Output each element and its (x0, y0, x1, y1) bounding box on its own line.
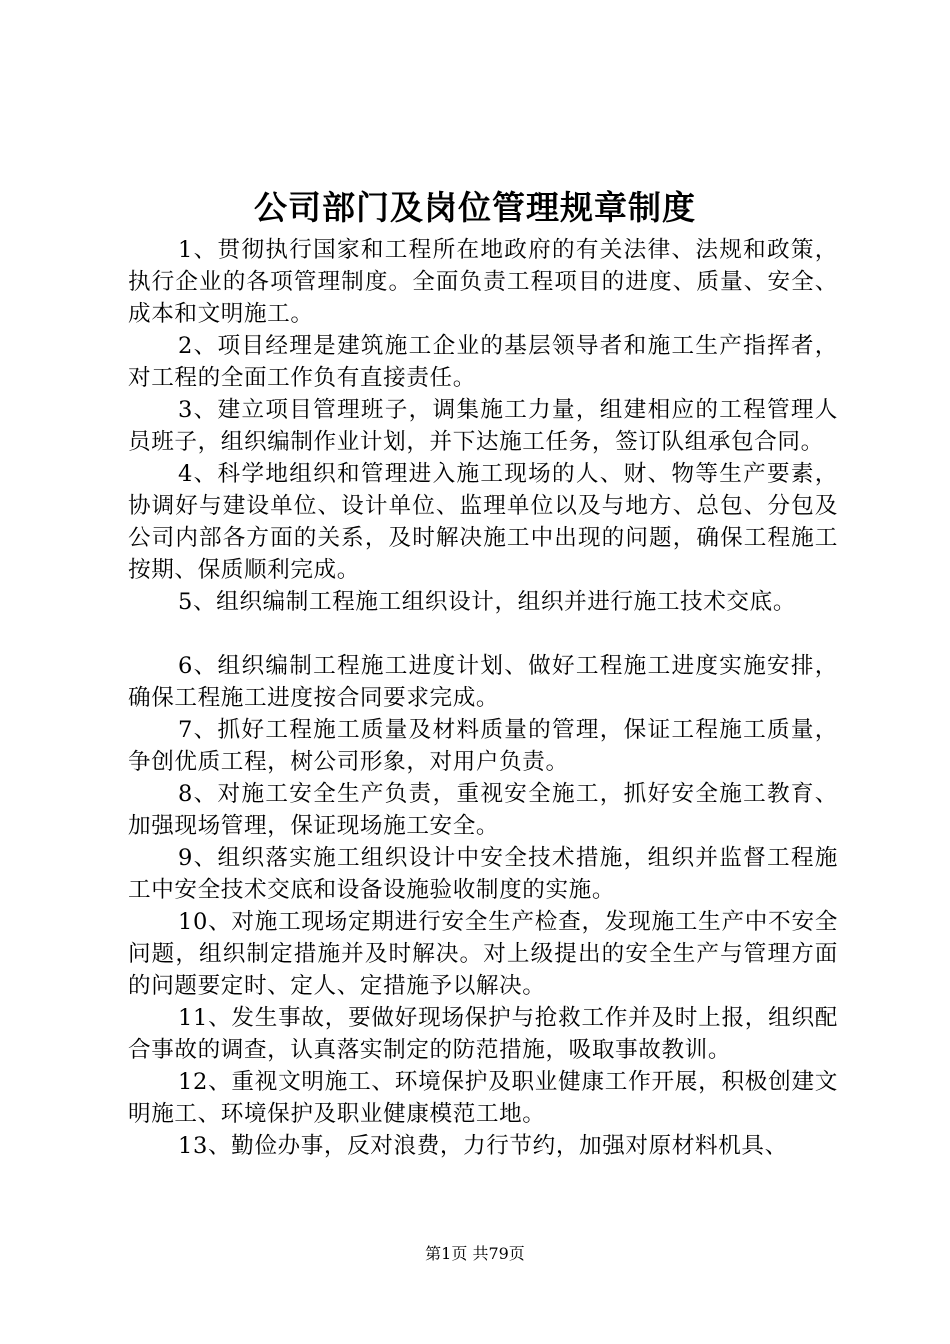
paragraph-7: 7、抓好工程施工质量及材料质量的管理，保证工程施工质量，争创优质工程，树公司形象，对用户负责。 (128, 717, 838, 775)
paragraph-2: 2、项目经理是建筑施工企业的基层领导者和施工生产指挥者，对工程的全面工作负有直接责任。 (128, 333, 838, 391)
document-body (128, 234, 838, 1162)
document-title: 公司部门及岗位管理规章制度 (254, 188, 696, 227)
paragraph-9: 9、组织落实施工组织设计中安全技术措施，组织并监督工程施工中安全技术交底和设备设施验收制度的实施。 (128, 845, 838, 903)
paragraph-1: 1、贯彻执行国家和工程所在地政府的有关法律、法规和政策，执行企业的各项管理制度。全面负责工程项目的进度、质量、安全、成本和文明施工。 (128, 237, 838, 327)
paragraph-4: 4、科学地组织和管理进入施工现场的人、财、物等生产要素，协调好与建设单位、设计单位、监理单位以及与地方、总包、分包及公司内部各方面的关系，及时解决施工中出现的问题，确保工程施工按期、保质顺利完成。 (128, 461, 838, 583)
paragraph-3: 3、建立项目管理班子，调集施工力量，组建相应的工程管理人员班子，组织编制作业计划，并下达施工任务，签订队组承包合同。 (128, 397, 838, 455)
paragraph-8: 8、对施工安全生产负责，重视安全施工，抓好安全施工教育、加强现场管理，保证现场施工安全。 (128, 781, 838, 839)
page-number: 第1页 共79页 (425, 1244, 525, 1263)
paragraph-10: 10、对施工现场定期进行安全生产检查，发现施工生产中不安全问题，组织制定措施并及时解决。对上级提出的安全生产与管理方面的问题要定时、定人、定措施予以解决。 (128, 909, 838, 999)
paragraph-11: 11、发生事故，要做好现场保护与抢救工作并及时上报，组织配合事故的调查，认真落实制定的防范措施，吸取事故教训。 (128, 1005, 838, 1063)
paragraph-5: 5、组织编制工程施工组织设计，组织并进行施工技术交底。 (178, 589, 797, 615)
paragraph-13: 13、勤俭办事，反对浪费，力行节约，加强对原材料机具、 (178, 1133, 788, 1159)
paragraph-6: 6、组织编制工程施工进度计划、做好工程施工进度实施安排，确保工程施工进度按合同要求完成。 (128, 653, 838, 711)
paragraph-12: 12、重视文明施工、环境保护及职业健康工作开展，积极创建文明施工、环境保护及职业健康模范工地。 (128, 1069, 838, 1127)
